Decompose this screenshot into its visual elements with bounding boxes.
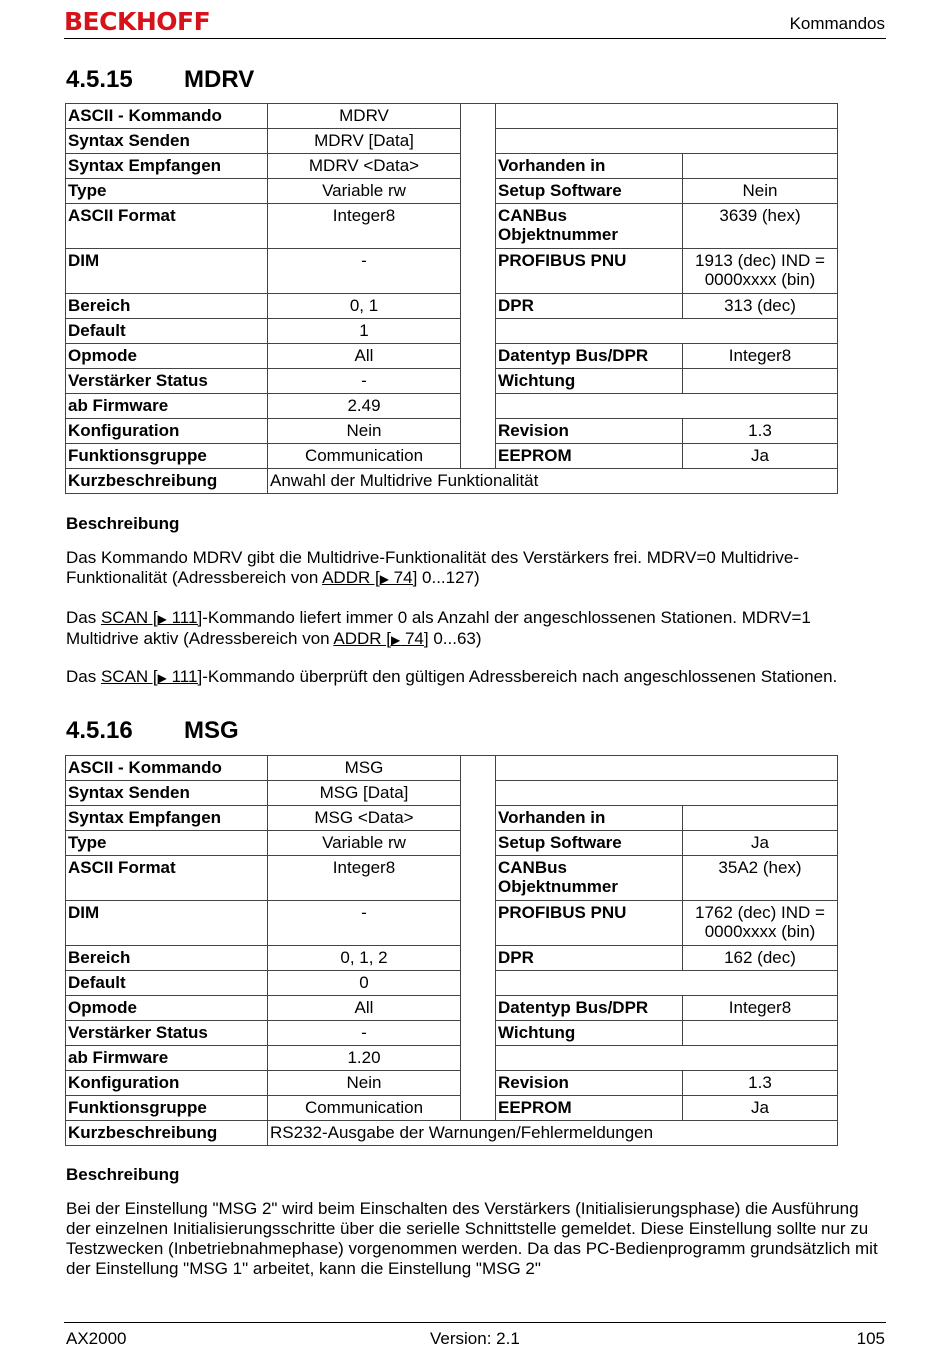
table-row	[66, 419, 838, 444]
summary-value: RS232-Ausgabe der Warnungen/Fehlermeldungen	[268, 1121, 838, 1146]
spacer-cell	[461, 129, 496, 154]
availability-label: Vorhanden in	[496, 154, 683, 179]
arrow-right-icon: ▶	[379, 572, 389, 586]
table-row	[66, 831, 838, 856]
link-text: SCAN [	[100, 608, 158, 627]
row-value: Nein	[268, 1071, 461, 1096]
row-value: MDRV <Data>	[268, 154, 461, 179]
row-value: Integer8	[268, 856, 461, 901]
msg-spec-table	[65, 755, 838, 1146]
empty-right-cell	[496, 129, 838, 154]
footer-version: Version: 2.1	[430, 1329, 520, 1348]
section-heading-mdrv	[66, 66, 254, 94]
empty-right-cell	[496, 756, 838, 781]
row-label: Syntax Empfangen	[66, 154, 268, 179]
row-value: Communication	[268, 1096, 461, 1121]
table-row	[66, 996, 838, 1021]
link-page: 111]	[166, 608, 203, 627]
availability-label: CANBus Objektnummer	[496, 204, 683, 249]
row-label: Konfiguration	[66, 1071, 268, 1096]
paragraph-text: Das	[66, 608, 101, 627]
row-label: Default	[66, 319, 268, 344]
scan-link[interactable]	[101, 667, 202, 686]
availability-value	[683, 369, 838, 394]
paragraph-text: Das	[66, 667, 101, 686]
table-row	[66, 394, 838, 419]
scan-link[interactable]	[101, 608, 202, 627]
summary-value: Anwahl der Multidrive Funktionalität	[268, 469, 838, 494]
availability-label: EEPROM	[496, 444, 683, 469]
availability-label: DPR	[496, 946, 683, 971]
table-row	[66, 294, 838, 319]
availability-value: 162 (dec)	[683, 946, 838, 971]
mdrv-spec-table	[65, 103, 838, 494]
availability-label: EEPROM	[496, 1096, 683, 1121]
table-row-summary	[66, 1121, 838, 1146]
table-row	[66, 946, 838, 971]
link-page: 111]	[166, 667, 203, 686]
row-value: All	[268, 996, 461, 1021]
availability-label: DPR	[496, 294, 683, 319]
availability-value: Ja	[683, 831, 838, 856]
spacer-cell	[461, 1046, 496, 1071]
spacer-cell	[461, 249, 496, 294]
spacer-cell	[461, 369, 496, 394]
row-label: Type	[66, 831, 268, 856]
addr-link[interactable]	[322, 568, 417, 587]
beckhoff-logo: BECKHOFF	[64, 7, 211, 36]
row-label: ASCII - Kommando	[66, 104, 268, 129]
spacer-cell	[461, 294, 496, 319]
spacer-cell	[461, 856, 496, 901]
availability-value: 1.3	[683, 419, 838, 444]
availability-label: PROFIBUS PNU	[496, 249, 683, 294]
availability-value: 35A2 (hex)	[683, 856, 838, 901]
table-row	[66, 1021, 838, 1046]
table-row	[66, 344, 838, 369]
row-value: Integer8	[268, 204, 461, 249]
row-label: Funktionsgruppe	[66, 1096, 268, 1121]
row-label: Default	[66, 971, 268, 996]
section-heading-msg	[66, 717, 239, 745]
availability-value	[683, 1021, 838, 1046]
availability-label: Wichtung	[496, 369, 683, 394]
paragraph-text: 0...63)	[428, 629, 482, 648]
footer-product: AX2000	[66, 1329, 127, 1348]
empty-right-cell	[496, 971, 838, 996]
row-value: MSG	[268, 756, 461, 781]
availability-value: Integer8	[683, 996, 838, 1021]
empty-right-cell	[496, 319, 838, 344]
empty-right-cell	[496, 104, 838, 129]
row-label: DIM	[66, 901, 268, 946]
row-value: Variable rw	[268, 179, 461, 204]
availability-label: Datentyp Bus/DPR	[496, 996, 683, 1021]
row-value: -	[268, 901, 461, 946]
mdrv-paragraph-1	[66, 548, 886, 589]
paragraph-text: Das Kommando MDRV gibt die Multidrive-Funktionalität des Verstärkers frei. MDRV=0 Multidrive-Funktionalität (Adressbereich von	[66, 548, 800, 587]
row-value: 0, 1	[268, 294, 461, 319]
row-value: MDRV	[268, 104, 461, 129]
msg-spec-body	[66, 756, 838, 1146]
row-value: MDRV [Data]	[268, 129, 461, 154]
spacer-cell	[461, 1071, 496, 1096]
row-label: Opmode	[66, 996, 268, 1021]
link-text: ADDR [	[322, 568, 380, 587]
spacer-cell	[461, 996, 496, 1021]
spacer-cell	[461, 971, 496, 996]
availability-value: Nein	[683, 179, 838, 204]
availability-value: Ja	[683, 444, 838, 469]
spacer-cell	[461, 781, 496, 806]
availability-label: Setup Software	[496, 831, 683, 856]
spacer-cell	[461, 1021, 496, 1046]
spacer-cell	[461, 806, 496, 831]
mdrv-spec-body	[66, 104, 838, 494]
arrow-right-icon: ▶	[391, 633, 401, 647]
paragraph-text: -Kommando überprüft den gültigen Adressbereich nach angeschlossenen Stationen.	[202, 667, 838, 686]
spacer-cell	[461, 1096, 496, 1121]
row-label: ASCII - Kommando	[66, 756, 268, 781]
table-row	[66, 856, 838, 901]
arrow-right-icon: ▶	[157, 612, 167, 626]
row-value: -	[268, 369, 461, 394]
table-row	[66, 1046, 838, 1071]
table-row	[66, 129, 838, 154]
row-label: Funktionsgruppe	[66, 444, 268, 469]
paragraph-text: 0...127)	[417, 568, 480, 587]
row-label: Bereich	[66, 294, 268, 319]
table-row	[66, 444, 838, 469]
spacer-cell	[461, 104, 496, 129]
row-value: Nein	[268, 419, 461, 444]
availability-label: PROFIBUS PNU	[496, 901, 683, 946]
row-value: 1.20	[268, 1046, 461, 1071]
row-value: 2.49	[268, 394, 461, 419]
row-label: Opmode	[66, 344, 268, 369]
link-page: 74]	[400, 629, 429, 648]
spacer-cell	[461, 179, 496, 204]
msg-paragraph-1: Bei der Einstellung "MSG 2" wird beim Einschalten des Verstärkers (Initialisierungsphase) die Ausführung der einzelnen Initialisierungsschritte über die serielle Schnittstelle gemeldet. Diese Einstellung sollte nur zu Testzwecken (Inbetriebnahmephase) vorgenommen werden. Da das PC-Bedienprogramm grundsätzlich mit der Einstellung "MSG 1" arbeitet, kann die Einstellung "MSG 2"	[66, 1199, 878, 1278]
section-name: MSG	[184, 717, 239, 744]
row-label: Syntax Empfangen	[66, 806, 268, 831]
row-value: MSG <Data>	[268, 806, 461, 831]
row-value: Variable rw	[268, 831, 461, 856]
chapter-title: Kommandos	[789, 14, 885, 33]
availability-value: 3639 (hex)	[683, 204, 838, 249]
link-page: 74]	[388, 568, 418, 587]
row-label: Verstärker Status	[66, 1021, 268, 1046]
spacer-cell	[461, 444, 496, 469]
availability-label: Revision	[496, 1071, 683, 1096]
description-heading-msg: Beschreibung	[66, 1165, 180, 1184]
summary-label: Kurzbeschreibung	[66, 1121, 268, 1146]
availability-value: 313 (dec)	[683, 294, 838, 319]
availability-label: Vorhanden in	[496, 806, 683, 831]
row-value: 1	[268, 319, 461, 344]
row-label: Konfiguration	[66, 419, 268, 444]
table-row	[66, 104, 838, 129]
empty-right-cell	[496, 394, 838, 419]
table-row	[66, 756, 838, 781]
availability-value	[683, 154, 838, 179]
spacer-cell	[461, 419, 496, 444]
table-row	[66, 1071, 838, 1096]
table-row	[66, 369, 838, 394]
section-number: 4.5.16	[66, 717, 133, 744]
row-value: All	[268, 344, 461, 369]
row-label: Bereich	[66, 946, 268, 971]
row-label: ab Firmware	[66, 394, 268, 419]
spacer-cell	[461, 831, 496, 856]
mdrv-paragraph-3	[66, 667, 886, 688]
availability-label: Wichtung	[496, 1021, 683, 1046]
paragraph-text: -Kommando liefert immer 0 als Anzahl der angeschlossenen Stationen. MDRV=1 Multidrive aktiv (Adressbereich von	[66, 608, 811, 648]
spacer-cell	[461, 756, 496, 781]
row-label: ASCII Format	[66, 856, 268, 901]
table-row	[66, 806, 838, 831]
empty-right-cell	[496, 1046, 838, 1071]
header-divider	[64, 38, 886, 39]
table-row	[66, 249, 838, 294]
footer-page-number: 105	[856, 1329, 885, 1348]
spacer-cell	[461, 154, 496, 179]
row-label: ab Firmware	[66, 1046, 268, 1071]
empty-right-cell	[496, 781, 838, 806]
table-row	[66, 204, 838, 249]
availability-value: Integer8	[683, 344, 838, 369]
availability-label: Setup Software	[496, 179, 683, 204]
row-label: Syntax Senden	[66, 781, 268, 806]
table-row	[66, 179, 838, 204]
availability-value	[683, 806, 838, 831]
summary-label: Kurzbeschreibung	[66, 469, 268, 494]
table-row	[66, 781, 838, 806]
table-row	[66, 1096, 838, 1121]
link-text: SCAN [	[100, 667, 158, 686]
row-label: Verstärker Status	[66, 369, 268, 394]
table-row	[66, 154, 838, 179]
row-value: -	[268, 1021, 461, 1046]
link-text: ADDR [	[333, 629, 392, 648]
table-row	[66, 901, 838, 946]
spacer-cell	[461, 319, 496, 344]
spacer-cell	[461, 946, 496, 971]
section-number: 4.5.15	[66, 66, 133, 93]
availability-label: Datentyp Bus/DPR	[496, 344, 683, 369]
row-label: ASCII Format	[66, 204, 268, 249]
row-value: MSG [Data]	[268, 781, 461, 806]
spacer-cell	[461, 394, 496, 419]
mdrv-paragraph-2	[66, 608, 886, 650]
row-value: Communication	[268, 444, 461, 469]
row-value: -	[268, 249, 461, 294]
spacer-cell	[461, 344, 496, 369]
section-name: MDRV	[184, 66, 255, 93]
table-row	[66, 319, 838, 344]
availability-value: Ja	[683, 1096, 838, 1121]
availability-label: Revision	[496, 419, 683, 444]
availability-value: 1913 (dec) IND = 0000xxxx (bin)	[683, 249, 838, 294]
table-row	[66, 971, 838, 996]
row-label: Type	[66, 179, 268, 204]
arrow-right-icon: ▶	[157, 671, 167, 685]
row-value: 0	[268, 971, 461, 996]
description-heading-mdrv: Beschreibung	[66, 514, 180, 533]
availability-label: CANBus Objektnummer	[496, 856, 683, 901]
footer-divider	[64, 1322, 886, 1323]
row-label: DIM	[66, 249, 268, 294]
table-row-summary	[66, 469, 838, 494]
spacer-cell	[461, 204, 496, 249]
availability-value: 1.3	[683, 1071, 838, 1096]
addr-link[interactable]	[333, 629, 428, 648]
availability-value: 1762 (dec) IND = 0000xxxx (bin)	[683, 901, 838, 946]
row-value: 0, 1, 2	[268, 946, 461, 971]
row-label: Syntax Senden	[66, 129, 268, 154]
spacer-cell	[461, 901, 496, 946]
